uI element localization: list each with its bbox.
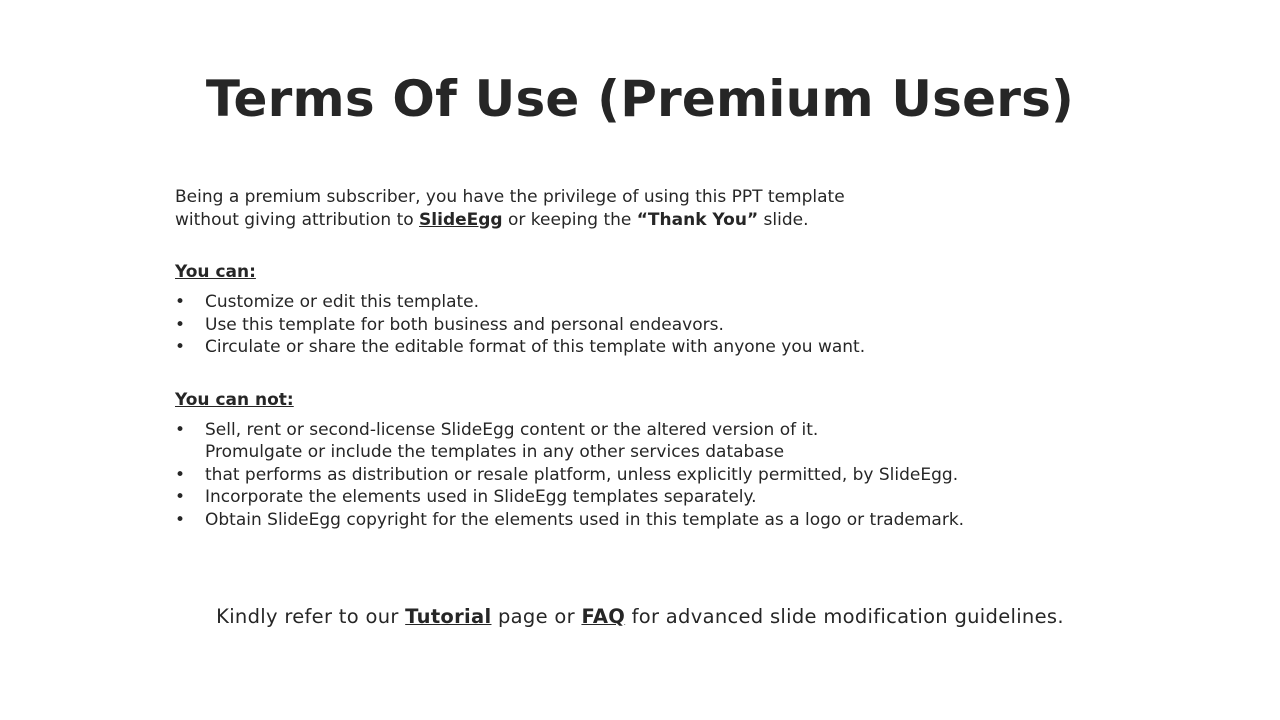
- list-item-text: Use this template for both business and personal endeavors.: [205, 314, 724, 335]
- list-item: [175, 336, 1095, 359]
- intro-line-2-prefix: without giving attribution to: [175, 209, 420, 230]
- list-item: [175, 291, 1095, 314]
- bullet-icon: •: [175, 292, 186, 312]
- bullet-icon: •: [175, 464, 186, 485]
- list-item: [175, 464, 1095, 487]
- bullet-icon: •: [175, 419, 186, 440]
- terms-content: [175, 186, 1095, 531]
- list-item: [175, 486, 1095, 509]
- bullet-icon: •: [175, 487, 186, 507]
- footer-prefix: Kindly refer to our: [216, 605, 406, 628]
- thank-you-text: “Thank You”: [636, 209, 759, 230]
- you-can-list: [175, 291, 1095, 359]
- you-can-not-heading: You can not:: [175, 389, 294, 410]
- list-item: [175, 441, 1095, 464]
- list-item-text: that performs as distribution or resale platform, unless explicitly permitted, by SlideEgg.: [205, 464, 959, 485]
- list-item: [175, 419, 1095, 442]
- list-item-text: Sell, rent or second-license SlideEgg content or the altered version of it.: [205, 419, 819, 440]
- slideegg-link[interactable]: SlideEgg: [419, 209, 503, 230]
- intro-line-2-suffix: slide.: [758, 209, 809, 230]
- list-item: [175, 314, 1095, 337]
- footer-suffix: for advanced slide modification guidelines.: [625, 605, 1064, 628]
- intro-paragraph: [175, 186, 1095, 231]
- you-can-not-list: [175, 419, 1095, 532]
- bullet-icon: •: [175, 509, 186, 530]
- intro-line-1: Being a premium subscriber, you have the privilege of using this PPT template: [175, 187, 845, 207]
- list-item-text: Obtain SlideEgg copyright for the elements used in this template as a logo or trademark.: [205, 509, 965, 530]
- intro-line-2-middle: or keeping the: [502, 209, 637, 230]
- list-item-text: Circulate or share the editable format of this template with anyone you want.: [205, 337, 866, 357]
- footer-middle: page or: [491, 605, 582, 628]
- list-item-text: Promulgate or include the templates in any other services database: [205, 442, 785, 462]
- you-can-heading: You can:: [175, 262, 256, 282]
- list-item: [175, 509, 1095, 532]
- list-item-text: Customize or edit this template.: [205, 292, 480, 312]
- tutorial-link[interactable]: Tutorial: [405, 605, 492, 628]
- faq-link[interactable]: FAQ: [581, 605, 626, 628]
- page-title: Terms Of Use (Premium Users): [205, 70, 1075, 128]
- bullet-icon: •: [175, 337, 186, 357]
- footer-note: [0, 604, 1280, 630]
- list-item-text: Incorporate the elements used in SlideEgg templates separately.: [205, 487, 757, 507]
- bullet-icon: •: [175, 314, 186, 335]
